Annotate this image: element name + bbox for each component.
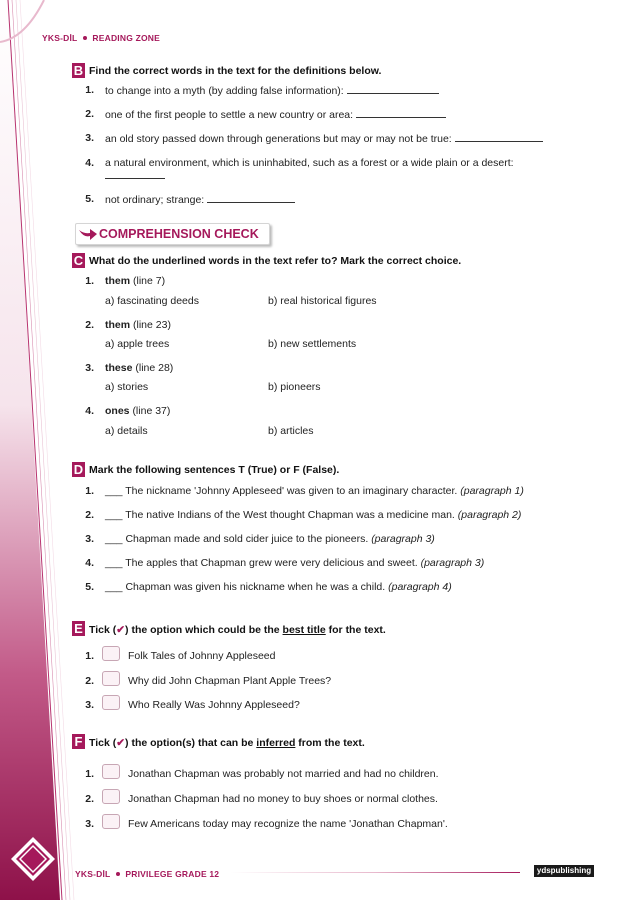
section-b-item xyxy=(105,132,543,145)
title-underlined: best title xyxy=(282,624,326,636)
section-b-item-num: 2. xyxy=(85,108,94,120)
answer-blank[interactable] xyxy=(347,84,439,94)
footer-dot xyxy=(116,872,120,876)
section-c-item-word xyxy=(105,362,173,374)
section-d-item-num: 3. xyxy=(85,533,94,545)
tick-icon: ✔ xyxy=(116,737,126,749)
answer-blank[interactable] xyxy=(105,169,165,179)
header-dot xyxy=(83,36,87,40)
section-b-title: Find the correct words in the text for the definitions below. xyxy=(89,65,382,77)
title-part: Tick ( xyxy=(89,624,117,636)
statement-text: The apples that Chapman grew were very delicious and sweet. xyxy=(125,557,418,569)
section-d-item xyxy=(105,485,524,497)
tf-blank[interactable]: ___ xyxy=(105,581,123,593)
section-d-letter: D xyxy=(73,462,84,477)
section-f-item-num: 1. xyxy=(85,768,94,780)
section-c-item-num: 3. xyxy=(85,362,94,374)
section-d-item-num: 4. xyxy=(85,557,94,569)
title-part: Tick ( xyxy=(89,737,117,749)
option-text: Jonathan Chapman was probably not married and had no children. xyxy=(128,768,439,780)
header-section: READING ZONE xyxy=(92,33,160,43)
option-text: Who Really Was Johnny Appleseed? xyxy=(128,699,300,711)
answer-blank[interactable] xyxy=(356,108,446,118)
section-c-letter: C xyxy=(73,253,84,268)
section-d-item-num: 1. xyxy=(85,485,94,497)
option-text: Few Americans today may recognize the name 'Jonathan Chapman'. xyxy=(128,818,448,830)
title-part: ) the option which could be the xyxy=(125,624,283,636)
option-text: Why did John Chapman Plant Apple Trees? xyxy=(128,675,332,687)
choice-a[interactable]: a) details xyxy=(105,425,148,437)
section-e-letter: E xyxy=(72,621,85,636)
section-f-item-num: 2. xyxy=(85,793,94,805)
choice-b[interactable]: b) articles xyxy=(268,425,314,437)
section-e-item-num: 3. xyxy=(85,699,94,711)
tick-box[interactable] xyxy=(102,764,120,779)
section-c-item-num: 1. xyxy=(85,275,94,287)
option-text: Folk Tales of Johnny Appleseed xyxy=(128,650,276,662)
section-d-item-num: 2. xyxy=(85,509,94,521)
section-c-item-word xyxy=(105,275,165,287)
section-e-item-num: 2. xyxy=(85,675,94,687)
footer-exam: YKS-DİL xyxy=(75,869,111,879)
line-ref: (line 28) xyxy=(135,362,174,374)
section-b-item-num: 1. xyxy=(85,84,94,96)
section-b-item-num: 3. xyxy=(85,132,94,144)
tf-blank[interactable]: ___ xyxy=(105,557,123,569)
section-b-item xyxy=(105,108,446,121)
footer-rule xyxy=(230,872,520,873)
choice-a[interactable]: a) fascinating deeds xyxy=(105,295,199,307)
tick-box[interactable] xyxy=(102,671,120,686)
section-b-item-num: 5. xyxy=(85,193,94,205)
section-b-item-text: to change into a myth (by adding false information): xyxy=(105,85,344,97)
paragraph-ref: (paragraph 1) xyxy=(460,485,524,497)
title-part: for the text. xyxy=(325,624,386,636)
option-text: Jonathan Chapman had no money to buy shoes or normal clothes. xyxy=(128,793,438,805)
tick-box[interactable] xyxy=(102,695,120,710)
left-decorative-band xyxy=(0,0,80,900)
referent-word: them xyxy=(105,319,131,331)
line-ref: (line 37) xyxy=(132,405,171,417)
section-c-item-num: 2. xyxy=(85,319,94,331)
title-part: ) the option(s) that can be xyxy=(125,737,257,749)
referent-word: them xyxy=(105,275,131,287)
page-footer xyxy=(75,869,219,879)
tick-box[interactable] xyxy=(102,814,120,829)
paragraph-ref: (paragraph 3) xyxy=(420,557,485,569)
section-b-item-text: an old story passed down through generations but may or may not be true: xyxy=(105,133,452,145)
referent-word: these xyxy=(105,362,133,374)
section-c-item-word xyxy=(105,319,171,331)
publisher-logo: ydspublishing xyxy=(534,865,594,877)
section-d-item xyxy=(105,533,435,545)
answer-blank[interactable] xyxy=(207,193,295,203)
section-d-item xyxy=(105,557,484,569)
choice-a[interactable]: a) stories xyxy=(105,381,149,393)
section-c-title: What do the underlined words in the text refer to? Mark the correct choice. xyxy=(89,255,462,267)
section-c-item-word xyxy=(105,405,170,417)
section-c-item-num: 4. xyxy=(85,405,94,417)
answer-blank[interactable] xyxy=(455,132,543,142)
tick-icon: ✔ xyxy=(116,624,126,636)
corner-arc-decoration xyxy=(0,0,70,60)
statement-text: The native Indians of the West thought Chapman was a medicine man. xyxy=(125,509,455,521)
choice-b[interactable]: b) new settlements xyxy=(268,338,357,350)
choice-a[interactable]: a) apple trees xyxy=(105,338,170,350)
section-b-item xyxy=(105,84,439,97)
statement-text: Chapman was given his nickname when he was a child. xyxy=(125,581,386,593)
section-f-item-num: 3. xyxy=(85,818,94,830)
section-b-item-num: 4. xyxy=(85,157,94,169)
section-f-letter: F xyxy=(72,734,85,749)
referent-word: ones xyxy=(105,405,130,417)
paragraph-ref: (paragraph 4) xyxy=(388,581,452,593)
choice-b[interactable]: b) pioneers xyxy=(268,381,321,393)
header-exam: YKS-DİL xyxy=(42,33,78,43)
line-ref: (line 7) xyxy=(133,275,166,287)
section-b-item-text: not ordinary; strange: xyxy=(105,194,205,206)
arrow-icon xyxy=(78,228,98,242)
page-header xyxy=(42,33,160,43)
tick-box[interactable] xyxy=(102,789,120,804)
diamond-logo-icon xyxy=(10,836,56,882)
tf-blank[interactable]: ___ xyxy=(105,533,123,545)
tf-blank[interactable]: ___ xyxy=(105,485,123,497)
section-d-item-num: 5. xyxy=(85,581,94,593)
statement-text: Chapman made and sold cider juice to the pioneers. xyxy=(125,533,369,545)
footer-book: PRIVILEGE GRADE 12 xyxy=(125,869,220,879)
section-b-item-text: one of the first people to settle a new country or area: xyxy=(105,109,354,121)
choice-b[interactable]: b) real historical figures xyxy=(268,295,377,307)
section-e-title xyxy=(89,624,386,636)
section-d-item xyxy=(105,509,521,521)
section-b-letter: B xyxy=(73,63,84,78)
tf-blank[interactable]: ___ xyxy=(105,509,123,521)
paragraph-ref: (paragraph 3) xyxy=(371,533,435,545)
line-ref: (line 23) xyxy=(133,319,171,331)
tick-box[interactable] xyxy=(102,646,120,661)
section-b-item-text: a natural environment, which is uninhabited, such as a forest or a wide plain or a desert: xyxy=(105,157,514,169)
title-part: from the text. xyxy=(295,737,365,749)
comprehension-check-title: COMPREHENSION CHECK xyxy=(99,227,259,241)
paragraph-ref: (paragraph 2) xyxy=(457,509,522,521)
section-e-item-num: 1. xyxy=(85,650,94,662)
section-f-title xyxy=(89,737,365,749)
statement-text: The nickname 'Johnny Appleseed' was given to an imaginary character. xyxy=(125,485,458,497)
title-underlined: inferred xyxy=(256,737,296,749)
section-b-item xyxy=(105,193,295,206)
section-d-title: Mark the following sentences T (True) or F (False). xyxy=(89,464,340,476)
section-d-item xyxy=(105,581,452,593)
